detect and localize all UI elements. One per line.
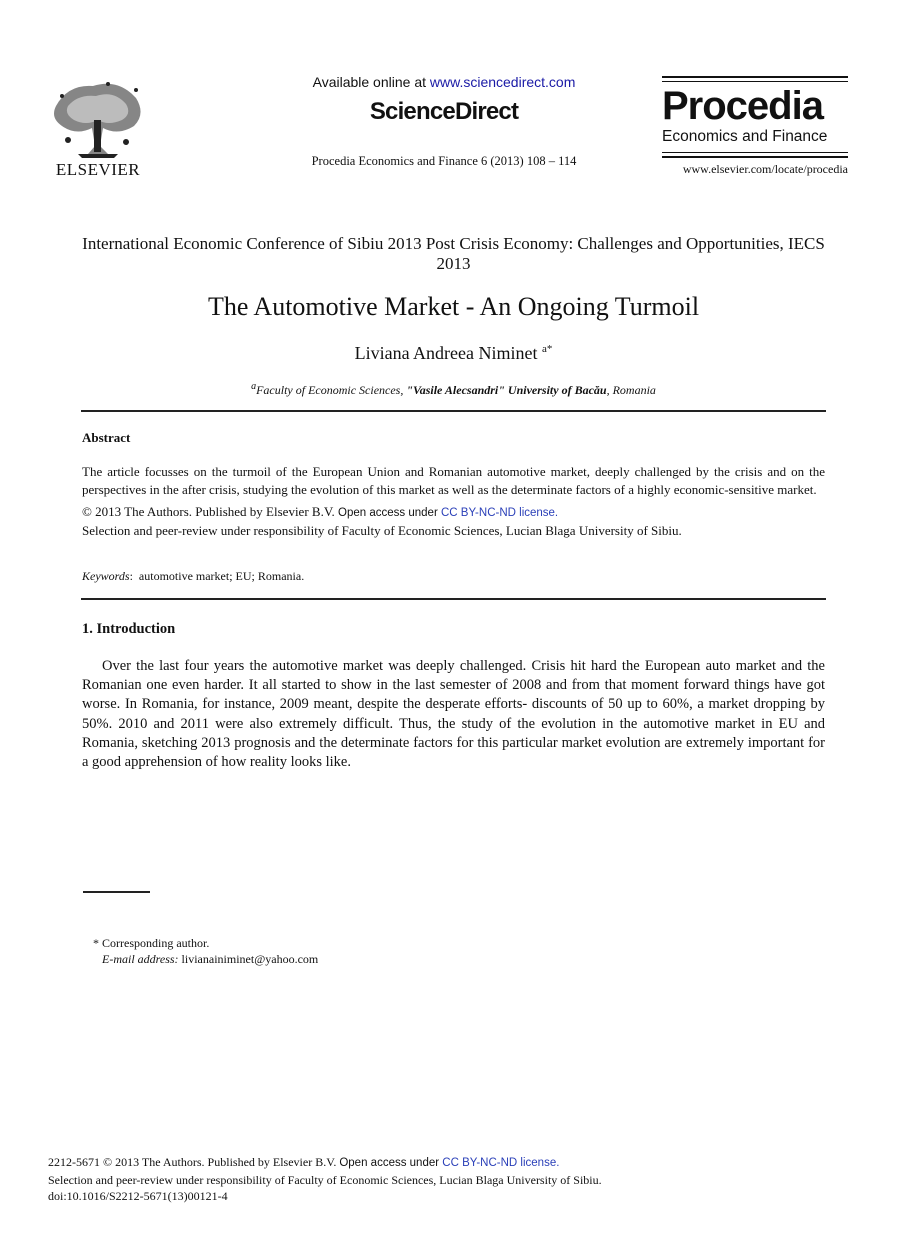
sciencedirect-logo: ScienceDirect xyxy=(369,98,519,125)
journal-brand: Procedia xyxy=(662,84,823,128)
email-address[interactable]: livianainiminet@yahoo.com xyxy=(181,952,319,966)
author-mark: a* xyxy=(542,343,553,355)
divider xyxy=(662,76,848,78)
conference-name: International Economic Conference of Sibiu 2013 Post Crisis Economy: Challenges and Opportunities, IECS 2013 xyxy=(82,234,825,273)
affiliation-mark: a xyxy=(251,381,257,392)
journal-url[interactable]: www.elsevier.com/locate/procedia xyxy=(682,162,848,176)
section-heading: 1. Introduction xyxy=(82,621,176,637)
abstract-text: The article focusses on the turmoil of the European Union and Romanian automotive market, deeply challenged by the crisis and on the perspectives in the after crisis, studying the evolution of this market as well as the determinate factors of a highly economic-sensitive market. xyxy=(82,464,825,497)
publisher-name: ELSEVIER xyxy=(55,160,141,179)
copyright-line xyxy=(82,503,825,522)
available-prefix: Available online at xyxy=(312,74,430,90)
footer-open-access: Open access under xyxy=(339,1157,443,1169)
divider xyxy=(81,410,826,412)
page-footer xyxy=(48,1154,602,1205)
divider xyxy=(662,81,848,82)
divider xyxy=(81,598,826,600)
footer-copyright: 2212-5671 © 2013 The Authors. Published by Elsevier B.V. xyxy=(48,1155,340,1169)
affiliation xyxy=(80,381,827,398)
header-center xyxy=(200,72,688,169)
keywords-list: automotive market; EU; Romania. xyxy=(138,569,305,583)
journal-subtitle: Economics and Finance xyxy=(662,128,828,145)
elsevier-tree-icon xyxy=(48,76,148,158)
affiliation-university: "Vasile Alecsandri" University of Bacău xyxy=(406,383,607,397)
peer-review-line: Selection and peer-review under responsibility of Faculty of Economic Sciences, Lucian Blaga University of Sibiu. xyxy=(82,523,682,538)
footer-peer-review: Selection and peer-review under responsibility of Faculty of Economic Sciences, Lucian Blaga University of Sibiu. xyxy=(48,1172,602,1187)
keywords-label: Keywords xyxy=(82,569,130,583)
keywords-line: Keywords: automotive market; EU; Romania. xyxy=(82,569,305,583)
author-line xyxy=(80,343,827,364)
available-online xyxy=(200,74,688,90)
footer-issn-line xyxy=(48,1154,602,1172)
procedia-logo xyxy=(662,76,848,177)
affiliation-faculty: Faculty of Economic Sciences, xyxy=(256,383,407,397)
email-line xyxy=(102,952,318,967)
journal-reference: Procedia Economics and Finance 6 (2013) 108 – 114 xyxy=(311,154,577,168)
article-title: The Automotive Market - An Ongoing Turmoil xyxy=(207,292,700,321)
divider xyxy=(662,152,848,153)
elsevier-logo xyxy=(48,76,148,180)
abstract-heading: Abstract xyxy=(82,430,131,445)
sciencedirect-link[interactable]: www.sciencedirect.com xyxy=(429,74,576,90)
divider xyxy=(662,156,848,158)
corresponding-author: * Corresponding author. xyxy=(93,936,210,950)
open-access-text: Open access under xyxy=(338,507,441,519)
copyright-text: © 2013 The Authors. Published by Elsevier B.V. xyxy=(82,504,339,519)
affiliation-country: , Romania xyxy=(606,383,656,397)
footnote-divider xyxy=(83,891,150,893)
author-name: Liviana Andreea Niminet xyxy=(354,343,538,363)
email-label: E-mail address: xyxy=(102,952,179,966)
abstract-body xyxy=(82,463,825,540)
footer-doi[interactable]: doi:10.1016/S2212-5671(13)00121-4 xyxy=(48,1189,228,1203)
footer-license-link[interactable]: CC BY-NC-ND license. xyxy=(442,1157,560,1169)
intro-paragraph: Over the last four years the automotive market was deeply challenged. Crisis hit hard the European auto market and the Romanian one even harder. It all started to show in the last semester of 2008 and from that moment forward things have got worse. In Romania, for instance, 2009 meant, despite the desperate efforts- discounts of 50 up to 60%, a market dropping by 50%. 2010 and 2011 were also extremely difficult. Thus, the study of the evolution in the automotive market in EU and Romania, sketching 2013 prognosis and the determinate factors for this particular market evolution are extremely important for a good apprehension of how reality looks like. xyxy=(82,658,825,771)
license-link[interactable]: CC BY-NC-ND license. xyxy=(440,507,559,519)
